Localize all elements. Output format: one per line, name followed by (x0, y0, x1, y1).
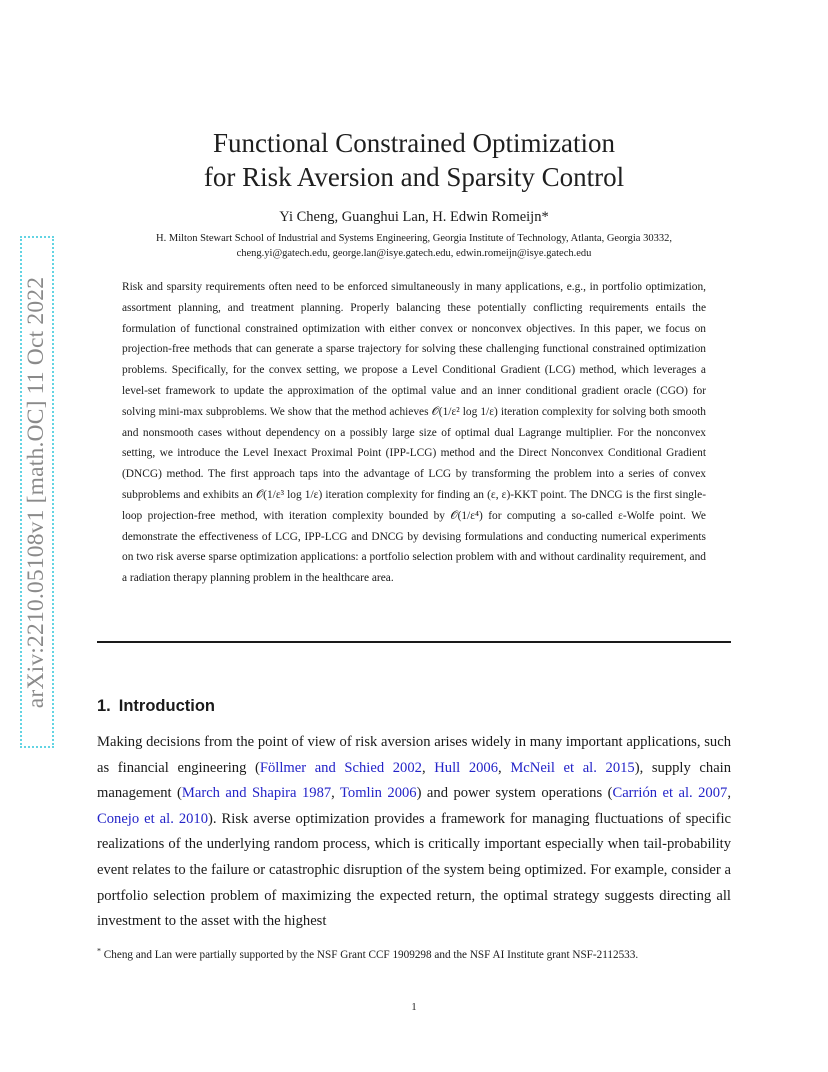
footnote-paragraph (97, 945, 731, 966)
intro-text: ), supply chain management ( (97, 759, 732, 802)
citation-link-hull-2006[interactable]: Hull 2006 (434, 759, 499, 776)
page-number: 1 (411, 1002, 417, 1013)
affiliation-block (90, 231, 738, 261)
section-title: Introduction (118, 697, 215, 715)
author-list: Yi Cheng, Guanghui Lan, H. Edwin Romeijn* (279, 209, 549, 225)
citation-separator: , (421, 759, 435, 776)
abstract-paragraph (122, 277, 706, 589)
abstract-text-3: iteration complexity for finding an (ε, ε)-KKT point. The DNCG is the first single-loop projection-free method, with iteration complexity bounded by (122, 488, 707, 522)
citation-link-tomlin-2006[interactable]: Tomlin 2006 (340, 785, 417, 802)
intro-text: Making decisions from the point of view of risk aversion arises widely in many important applications, such as financial engineering ( (97, 734, 731, 776)
abstract-text-1: Risk and sparsity requirements often need to be enforced simultaneously in many applications, e.g., in portfolio optimization, assortment planning, and treatment planning. Properly balancing these potentially conflicting requirements entails the formulation of functional constrained optimization with either convex or nonconvex objectives. In this paper, we focus on projection-free methods that can generate a sparse trajectory for solving these challenging functional constrained optimization problems. Specifically, for the convex setting, we propose a Level Conditional Gradient (LCG) method, which leverages a level-set framework to update the approximation of the optimal value and an inner conditional gradient oracle (CGO) for solving mini-max subproblems. We show that the method achieves (122, 281, 706, 418)
paper-title (0, 126, 828, 194)
arxiv-identifier-text: arXiv:2210.05108v1 [math.OC] 11 Oct 2022 (23, 276, 50, 708)
citation-separator: , (727, 785, 731, 802)
abstract-text-2: iteration complexity for solving both smooth and nonsmooth cases without dependency on a possibly large size of optimal dual Lagrange multiplier. For the nonconvex setting, we introduce the Level Inexact Proximal Point (IPP-LCG) method and the Direct Nonconvex Conditional Gradient (DNCG) method. The first approach taps into the advantage of LCG by transforming the problem into a series of convex subproblems and exhibits an (122, 405, 707, 501)
footnote-text: Cheng and Lan were partially supported by the NSF Grant CCF 1909298 and the NSF AI Institute grant NSF-2112533. (103, 949, 639, 961)
abstract-text-4: for computing a so-called ε-Wolfe point. We demonstrate the effectiveness of LCG, IPP-LCG and DNCG by devising formulations and conducting numerical experiments on two risk averse sparse optimization applications: a portfolio selection problem with and without cardinality requirement, and a radiation therapy planning problem in the healthcare area. (122, 509, 706, 585)
citation-link-conejo-2010[interactable]: Conejo et al. 2010 (97, 810, 209, 827)
intro-text: ) and power system operations ( (416, 785, 613, 802)
introduction-paragraph (97, 730, 731, 935)
arxiv-identifier-stamp[interactable] (22, 238, 52, 746)
affiliation-institution: H. Milton Stewart School of Industrial and Systems Engineering, Georgia Institute of Technology, Atlanta, Georgia 30332, (156, 233, 672, 244)
citation-separator: , (331, 785, 341, 802)
introduction-body (97, 730, 731, 935)
complexity-expression-2: 𝒪(1/ε³ log 1/ε) (255, 488, 323, 501)
citation-link-follmer-schied-2002[interactable]: Föllmer and Schied 2002 (259, 759, 422, 776)
footnote (97, 945, 731, 966)
abstract (122, 277, 706, 589)
complexity-expression-3: 𝒪(1/ε⁴) (450, 509, 483, 522)
citation-link-march-shapira-1987[interactable]: March and Shapira 1987 (181, 785, 332, 802)
citation-link-mcneil-2015[interactable]: McNeil et al. 2015 (510, 759, 635, 776)
section-number: 1. (97, 697, 111, 715)
citation-separator: , (498, 759, 511, 776)
complexity-expression-1: 𝒪(1/ε² log 1/ε) (431, 405, 498, 418)
footnote-marker: * (97, 946, 101, 956)
paper-title-line-2: for Risk Aversion and Sparsity Control (203, 162, 625, 192)
citation-link-carrion-2007[interactable]: Carrión et al. 2007 (612, 785, 728, 802)
paper-title-line-1: Functional Constrained Optimization (213, 128, 615, 158)
abstract-divider (97, 641, 731, 643)
affiliation-emails: cheng.yi@gatech.edu, george.lan@isye.gatech.edu, edwin.romeijn@isye.gatech.edu (236, 248, 592, 259)
section-heading-introduction (97, 697, 215, 716)
intro-text: ). Risk averse optimization provides a framework for managing fluctuations of specific realizations of the underlying random process, which is critically important especially when tail-probability event relates to the failure or catastrophic disruption of the system being optimized. For example, consider a portfolio selection problem of maximizing the expected return, the optimal strategy suggests directing all investment to the asset with the highest (97, 810, 731, 930)
